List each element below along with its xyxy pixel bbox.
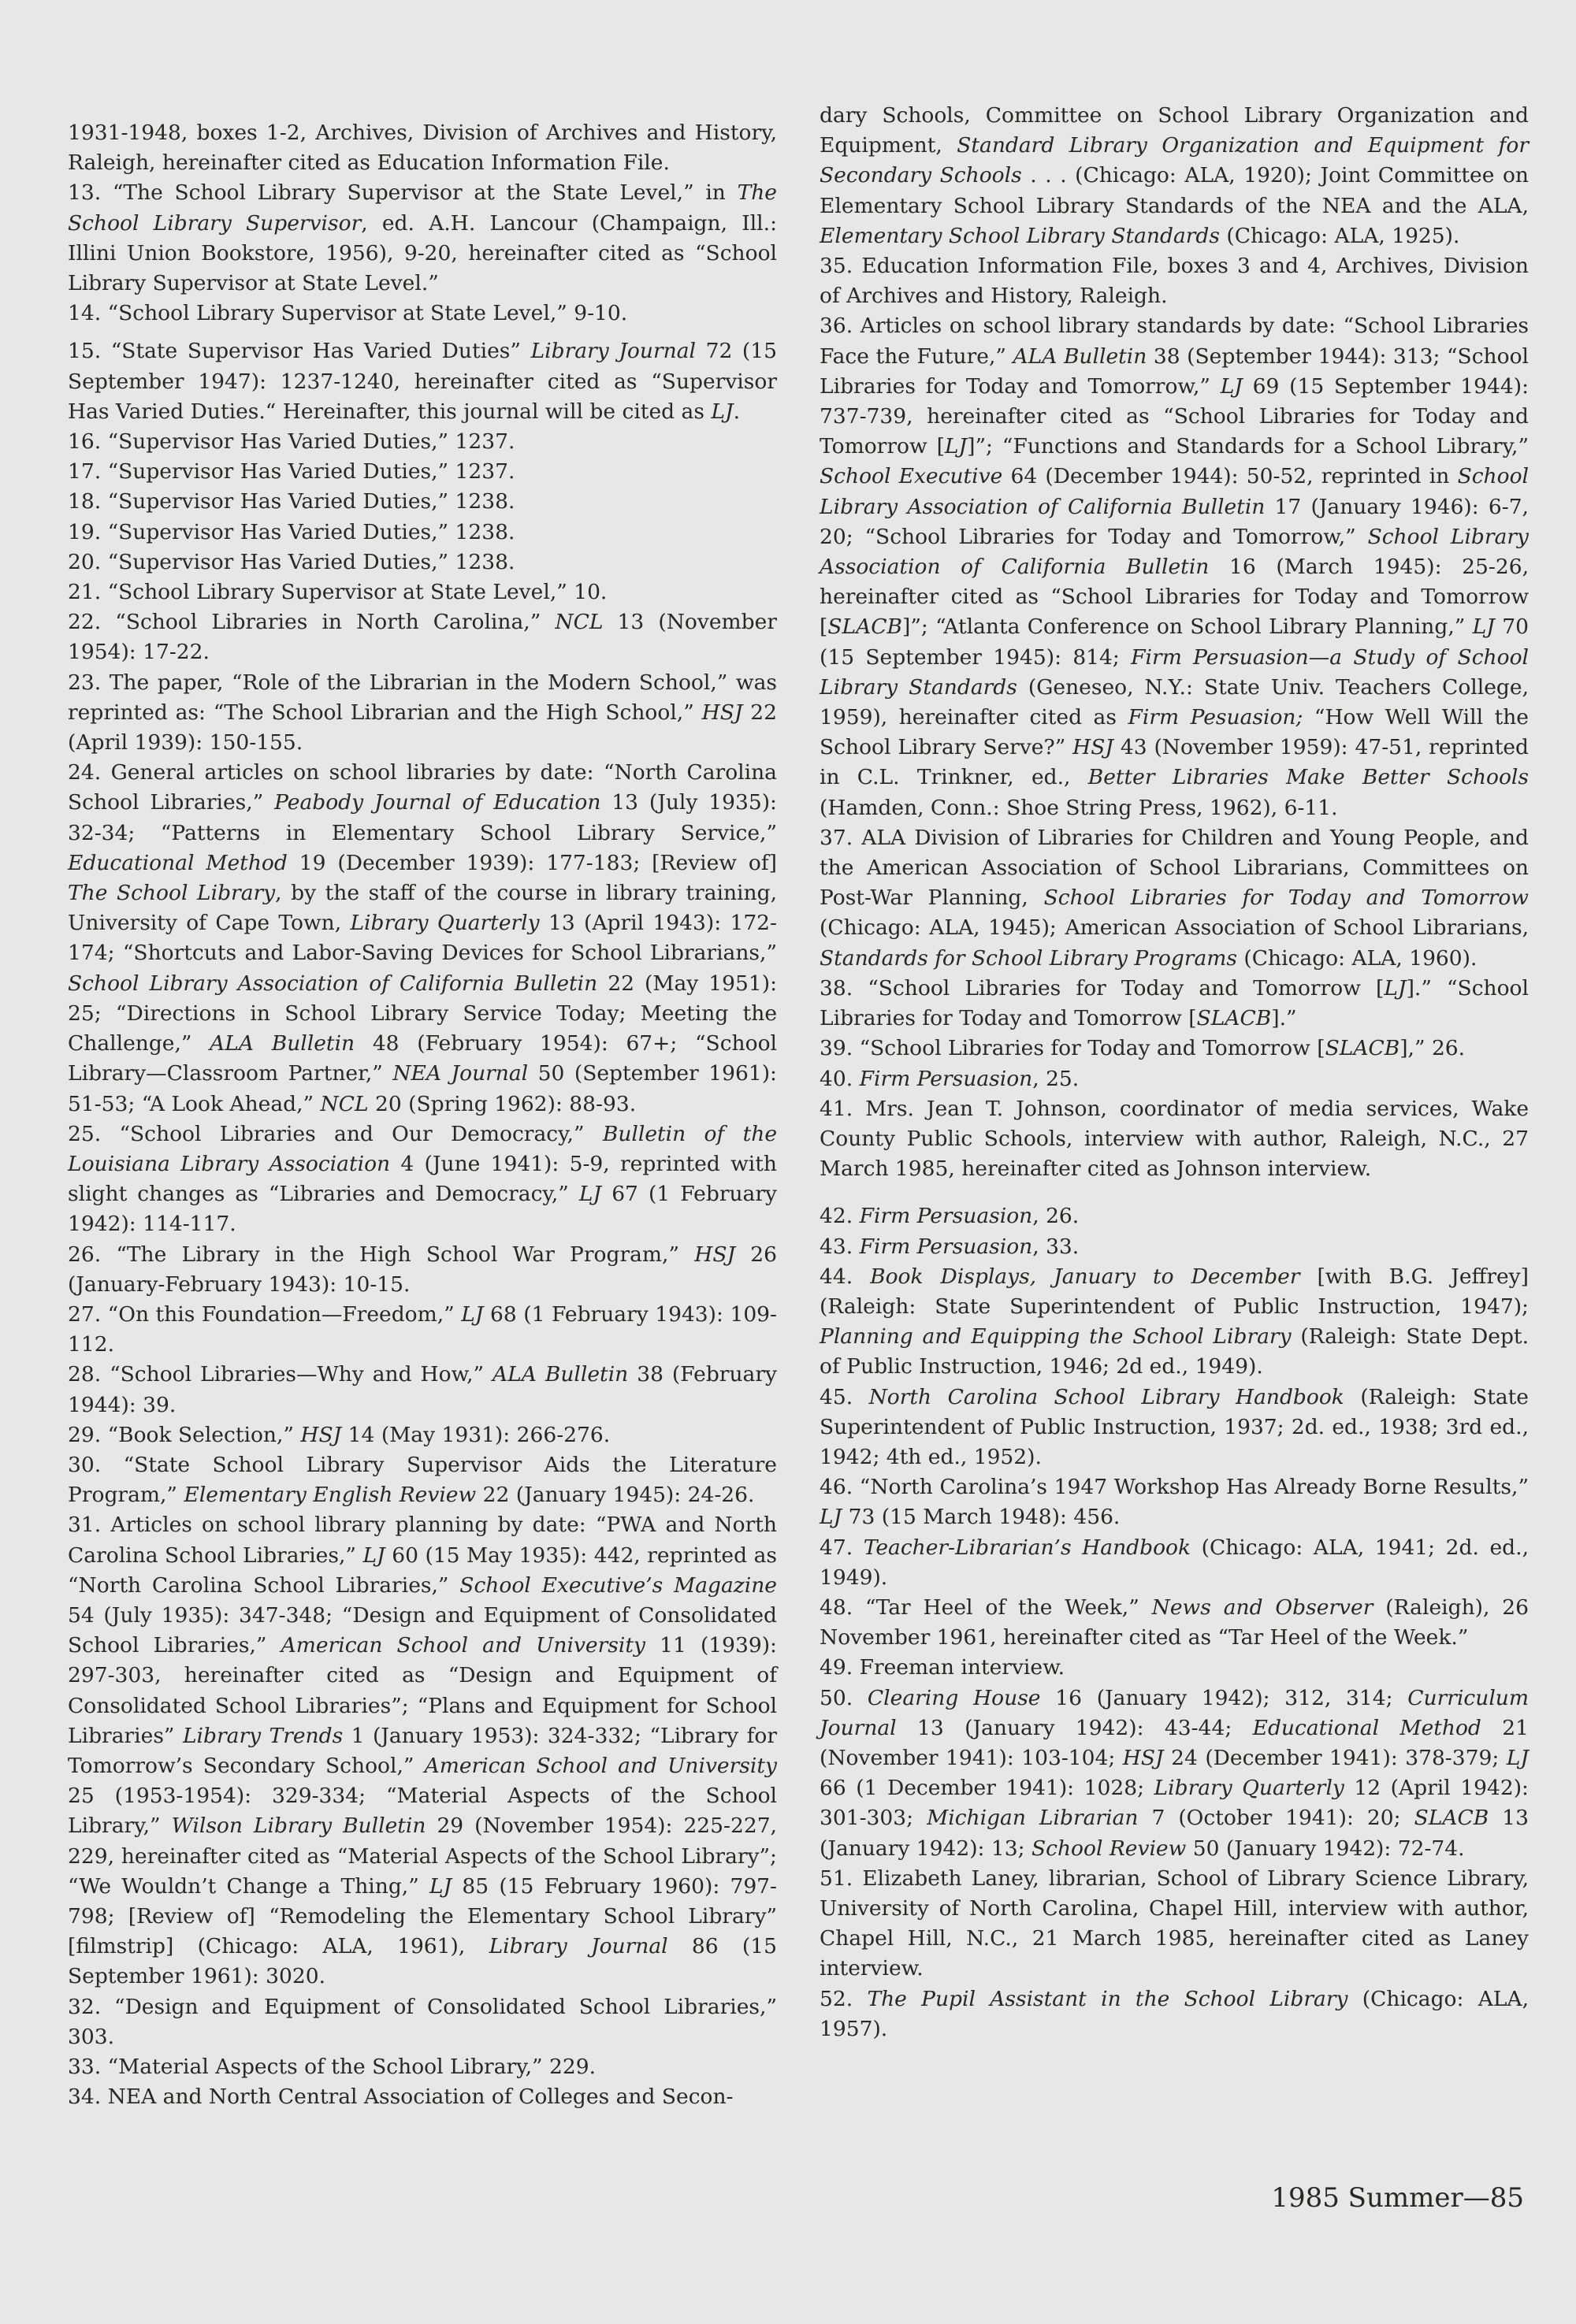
- footnote-text: “How Well Will the School Library Serve?”: [820, 705, 1529, 760]
- citation-title: Educational Method: [68, 850, 288, 875]
- footnote: [820, 251, 1529, 311]
- footnote: [68, 577, 777, 607]
- footnote-text: 34. NEA and North Central Association of Colleges and Secon-: [68, 2085, 734, 2110]
- footnote: [68, 299, 777, 329]
- footnote: [820, 974, 1529, 1034]
- citation-title: ALA Bulletin: [1013, 343, 1147, 369]
- footnote-text: 42.: [820, 1204, 860, 1229]
- footnote: [68, 548, 777, 577]
- footnote-text: ]”; “Atlanta Conference on School Library Planning,”: [901, 614, 1473, 640]
- footnote-text: 73 (15 March 1948): 456.: [842, 1505, 1121, 1530]
- footnote-text: 14. “School Library Supervisor at State Level,” 9-10.: [68, 301, 628, 326]
- footnote: [68, 1420, 777, 1450]
- footnote: [820, 1383, 1529, 1473]
- footnote-text: (Geneseo, N.Y.: State Univ. Teachers College, 1959), hereinafter cited as: [820, 674, 1529, 730]
- citation-title: Firm Persuasion: [859, 1234, 1033, 1259]
- footnote-text: 60 (15 May 1935): 442, reprinted as “North Carolina School Libraries,”: [68, 1543, 777, 1598]
- footnote-text: [with B.G. Jeffrey] (Raleigh: State Superintendent of Public Instruction, 1947);: [820, 1264, 1529, 1319]
- citation-title: Library Trends: [182, 1723, 344, 1748]
- citation-title: SLACB: [827, 614, 902, 640]
- footnote: [68, 1992, 777, 2052]
- footnote-text: .: [733, 399, 741, 424]
- footnote: [820, 1984, 1529, 2044]
- citation-title: LJ: [1472, 614, 1495, 640]
- citation-title: Elementary English Review: [184, 1483, 477, 1508]
- footnote: [820, 1684, 1529, 1864]
- footnote-text: (Chicago: ALA, 1945); American Association of School Librarians,: [820, 915, 1529, 941]
- footnote-text: 33. “Material Aspects of the School Library,” 229.: [68, 2055, 597, 2079]
- footnote-text: 22 (April 1939): 150-155.: [68, 700, 777, 755]
- citation-title: School Executive’s Magazine: [459, 1572, 777, 1598]
- footnote-text: 37. ALA Division of Libraries for Children and Young People, and the American Association of School Librarians, Committees on Post-War Planning,: [820, 825, 1529, 911]
- footnote: [68, 178, 777, 299]
- citation-title: American School and University: [281, 1633, 645, 1658]
- footnote-text: 50.: [820, 1685, 868, 1710]
- footnote: [68, 758, 777, 1119]
- citation-title: LJ: [362, 1543, 385, 1568]
- footnote-text: (Chicago: ALA, 1925).: [1220, 223, 1460, 248]
- citation-title: Educational Method: [1252, 1715, 1481, 1740]
- footnote-text: 20 (Spring 1962): 88-93.: [368, 1091, 637, 1116]
- citation-title: School Libraries for Today and Tomorrow: [1043, 885, 1529, 911]
- citation-title: Michigan Librarian: [927, 1806, 1139, 1831]
- footnote-text: 36. Articles on school library standards by date: “School Libraries Face the Future,”: [820, 314, 1529, 369]
- footnote: [820, 311, 1529, 822]
- citation-title: LJ: [1506, 1745, 1529, 1770]
- footnote-text: 43 (November 1959): 47-51, reprinted in C.L. Trinkner, ed.,: [820, 735, 1529, 790]
- citation-title: Book Displays, January to December: [870, 1264, 1300, 1289]
- footnote-text: 68 (1 February 1943): 109-112.: [68, 1301, 777, 1357]
- citation-title: Firm Persuasion—a Study of School Library Standards: [820, 644, 1530, 700]
- footnote-text: 19 (December 1939): 177-183; [Review of]: [287, 850, 778, 875]
- footnote-text: (Raleigh: State Dept. of Public Instruction, 1946; 2d ed., 1949).: [820, 1324, 1530, 1379]
- citation-title: Firm Persuasion: [859, 1204, 1033, 1229]
- footnote-text: 16. “Supervisor Has Varied Duties,” 1237.: [68, 429, 515, 455]
- footnote-text: 47.: [820, 1535, 864, 1560]
- footnote: [820, 1201, 1529, 1231]
- footnote-text: ].” “School Libraries for Today and Tomorrow [: [820, 975, 1529, 1031]
- citation-title: NCL: [555, 610, 604, 635]
- citation-title: Peabody Journal of Education: [274, 790, 601, 815]
- footnote-text: 46. “North Carolina’s 1947 Workshop Has Already Borne Results,”: [820, 1475, 1529, 1500]
- footnote: [68, 118, 777, 178]
- citation-title: School Library Association of California Bulletin: [820, 524, 1530, 580]
- footnote-text: 13 (July 1935): 32-34; “Patterns in Elementary School Library Service,”: [68, 790, 777, 845]
- footnote-text: 24 (December 1941): 378-379;: [1163, 1745, 1507, 1770]
- citation-title: Firm Pesuasion;: [1128, 705, 1303, 730]
- citation-title: LJ: [820, 1505, 842, 1530]
- footnote-text: 86 (15 September 1961): 3020.: [68, 1934, 777, 1989]
- footnote-text: 64 (December 1944): 50-52, reprinted in: [1002, 464, 1458, 489]
- footnote: [820, 1593, 1529, 1653]
- footnote-text: dary Schools, Committee on School Library Organization and Equipment,: [820, 103, 1529, 158]
- footnote-text: 29 (November 1954): 225-227, 229, hereinafter cited as “Material Aspects of the School Library”; “We Wouldn’t Change a Thing,”: [68, 1814, 777, 1899]
- citation-title: Standard Library Organization and Equipment for Secondary Schools: [820, 133, 1529, 188]
- citation-title: NEA Journal: [392, 1061, 529, 1086]
- citation-title: Library Quarterly: [350, 911, 540, 936]
- citation-title: HSJ: [1072, 735, 1113, 760]
- footnote: [820, 1094, 1529, 1185]
- footnotes-left-column: [68, 118, 777, 2112]
- footnote: [68, 607, 777, 667]
- footnote-text: 51. Elizabeth Laney, librarian, School of Library Science Library, University of North Carolina, Chapel Hill, interview with author, Chapel Hill, N.C., 21 March 1985, hereinafter cited as Laney interview.: [820, 1866, 1529, 1981]
- footnote: [68, 336, 777, 427]
- footnote-text: ]”; “Functions and Standards for a School Library,”: [967, 434, 1530, 459]
- footnote-text: 32. “Design and Equipment of Consolidated School Libraries,” 303.: [68, 1994, 777, 2049]
- footnote-text: 1931-1948, boxes 1-2, Archives, Division of Archives and History, Raleigh, hereinafter cited as Education Information File.: [68, 121, 777, 176]
- footnote-text: . . . (Chicago: ALA, 1920); Joint Committee on Elementary School Library Standards of the NEA and the ALA,: [820, 163, 1529, 218]
- citation-title: The School Library Supervisor: [68, 180, 777, 236]
- footnote-text: 35. Education Information File, boxes 3 and 4, Archives, Division of Archives and History, Raleigh.: [820, 254, 1529, 309]
- citation-title: HSJ: [694, 1242, 736, 1267]
- footnote-text: 13 (January 1942): 43-44;: [896, 1715, 1253, 1740]
- footnote-text: 66 (1 December 1941): 1028;: [820, 1776, 1154, 1801]
- footnote-text: 44.: [820, 1264, 871, 1289]
- footnote-text: 38 (February 1944): 39.: [68, 1362, 777, 1417]
- footnote-text: 7 (October 1941): 20;: [1138, 1806, 1414, 1831]
- footnote-text: 23. The paper, “Role of the Librarian in the Modern School,” was reprinted as: “The School Librarian and the High School,”: [68, 670, 777, 725]
- citation-title: The Pupil Assistant in the School Library: [867, 1986, 1348, 2011]
- footnote-text: 54 (July 1935): 347-348; “Design and Equipment of Consolidated School Libraries,”: [68, 1602, 777, 1658]
- footnote-text: 17 (January 1946): 6-7, 20; “School Libraries for Today and Tomorrow,”: [820, 494, 1529, 549]
- footnote-text: 4 (June 1941): 5-9, reprinted with slight changes as “Libraries and Democracy,”: [68, 1151, 777, 1207]
- footnote-text: 72 (15 September 1947): 1237-1240, hereinafter cited as “Supervisor Has Varied Duties.“ Hereinafter, this journal will be cited as: [68, 339, 777, 424]
- footnote-text: (Raleigh), 26 November 1961, hereinafter cited as “Tar Heel of the Week.”: [820, 1595, 1530, 1650]
- citation-title: American School and University: [424, 1753, 777, 1778]
- footnote-text: 70 (15 September 1945): 814;: [820, 614, 1529, 670]
- footnote-text: 48 (February 1954): 67+; “School Library—Classroom Partner,”: [68, 1031, 777, 1086]
- footnote: [68, 427, 777, 457]
- footnote: [68, 1300, 777, 1360]
- footnote-text: 16 (March 1945): 25-26, hereinafter cited as “School Libraries for Today and Tomorrow [: [820, 555, 1529, 640]
- footnote-text: (Chicago: ALA, 1960).: [1237, 945, 1478, 971]
- footnote: [820, 101, 1529, 251]
- citation-title: HSJ: [1122, 1745, 1164, 1770]
- footnote-text: 31. Articles on school library planning by date: “PWA and North Carolina School Libraries,”: [68, 1513, 777, 1568]
- citation-title: LJ: [1384, 975, 1407, 1001]
- citation-title: SLACB: [1414, 1806, 1489, 1831]
- footnote: [68, 1510, 777, 1992]
- footnote-text: , 26.: [1032, 1204, 1080, 1229]
- footnote-text: , ed. A.H. Lancour (Champaign, Ill.: Illini Union Bookstore, 1956), 9-20, hereinafter cited as “School Library Supervisor at State Level.”: [68, 210, 777, 296]
- footnote-text: 26 (January-February 1943): 10-15.: [68, 1242, 777, 1297]
- citation-title: LJ: [461, 1301, 484, 1327]
- citation-title: School Executive: [820, 464, 1003, 489]
- footnote-text: 13 (April 1943): 172-174; “Shortcuts and Labor-Saving Devices for School Librarians,”: [68, 911, 777, 966]
- footnote: [68, 1240, 777, 1300]
- footnote-text: 30. “State School Library Supervisor Aids the Literature Program,”: [68, 1452, 777, 1508]
- citation-title: LJ: [429, 1873, 452, 1899]
- footnote-text: 85 (15 February 1960): 797-798; [Review of] “Remodeling the Elementary School Library” [filmstrip] (Chicago: ALA, 1961),: [68, 1873, 777, 1959]
- footnote-text: 22 (May 1951): 25; “Directions in School Library Service Today; Meeting the Challenge,”: [68, 971, 777, 1056]
- citation-title: LJ: [711, 399, 734, 424]
- footnote-text: 11 (1939): 297-303, hereinafter cited as “Design and Equipment of Consolidated School Libraries”; “Plans and Equipment for School Libraries”: [68, 1633, 777, 1748]
- footnote-text: 45.: [820, 1384, 869, 1409]
- footnote: [820, 823, 1529, 974]
- footnote-text: 38. “School Libraries for Today and Tomorrow [: [820, 975, 1385, 1001]
- footnote-text: 29. “Book Selection,”: [68, 1422, 301, 1447]
- citation-title: Library Journal: [489, 1934, 668, 1959]
- footnote-text: 39. “School Libraries for Today and Tomorrow [: [820, 1036, 1325, 1061]
- footnote-text: (Chicago: ALA, 1941; 2d. ed., 1949).: [820, 1535, 1529, 1590]
- footnote: [68, 2052, 777, 2082]
- footnote-text: 52.: [820, 1986, 868, 2011]
- footnote-text: 21. “School Library Supervisor at State Level,” 10.: [68, 580, 608, 605]
- citation-title: Library Quarterly: [1154, 1776, 1344, 1801]
- footnote: [820, 1262, 1529, 1383]
- footnote-text: 17. “Supervisor Has Varied Duties,” 1237.: [68, 459, 515, 484]
- footnotes-right-column: [820, 101, 1529, 2044]
- footnote: [68, 2082, 777, 2112]
- citation-title: Elementary School Library Standards: [820, 223, 1220, 248]
- citation-title: SLACB: [1196, 1006, 1272, 1031]
- footnote-text: 1 (January 1953): 324-332; “Library for Tomorrow’s Secondary School,”: [68, 1723, 777, 1778]
- page-footer: 1985 Summer—85: [1271, 2182, 1524, 2214]
- footnote-text: 48. “Tar Heel of the Week,”: [820, 1595, 1152, 1620]
- footnote-text: 49. Freeman interview.: [820, 1655, 1065, 1680]
- citation-title: NCL: [320, 1091, 369, 1116]
- citation-title: Curriculum Journal: [820, 1685, 1529, 1740]
- footnote-text: 15. “State Supervisor Has Varied Duties”: [68, 339, 531, 364]
- footnote-text: 12 (April 1942): 301-303;: [820, 1776, 1529, 1831]
- footnote-text: 16 (January 1942); 312, 314;: [1040, 1685, 1408, 1710]
- footnote-text: 22 (January 1945): 24-26.: [476, 1483, 755, 1508]
- footnote: [68, 668, 777, 759]
- footnote: [820, 1653, 1529, 1683]
- footnote: [68, 1450, 777, 1510]
- footnote-text: 67 (1 February 1942): 114-117.: [68, 1182, 777, 1237]
- footnote-text: 50 (January 1942): 72-74.: [1186, 1836, 1465, 1861]
- citation-title: LJ: [578, 1182, 602, 1207]
- footnote: [68, 457, 777, 487]
- footnote: [820, 1064, 1529, 1094]
- footnote-text: 13 (November 1954): 17-22.: [68, 610, 777, 665]
- footnote-text: 38 (September 1944): 313; “School Libraries for Today and Tomorrow,”: [820, 343, 1530, 399]
- footnote-text: 19. “Supervisor Has Varied Duties,” 1238.: [68, 519, 515, 544]
- citation-title: HSJ: [701, 700, 743, 725]
- footnote: [820, 1232, 1529, 1262]
- citation-title: HSJ: [300, 1422, 342, 1447]
- footnote-text: , by the staff of the course in library training, University of Cape Town,: [68, 881, 777, 936]
- footnote-text: , 33.: [1032, 1234, 1080, 1259]
- citation-title: ALA Bulletin: [210, 1031, 355, 1056]
- citation-title: News and Observer: [1151, 1595, 1373, 1620]
- footnote-text: 27. “On this Foundation—Freedom,”: [68, 1301, 462, 1327]
- citation-title: Wilson Library Bulletin: [171, 1814, 426, 1839]
- footnote-text: 22. “School Libraries in North Carolina,”: [68, 610, 556, 635]
- footnote-text: 13 (January 1942): 13;: [820, 1806, 1529, 1861]
- citation-title: Firm Persuasion: [859, 1066, 1033, 1091]
- footnote-text: 43.: [820, 1234, 860, 1259]
- footnote: [820, 1864, 1529, 1984]
- footnote-text: 50 (September 1961): 51-53; “A Look Ahead,”: [68, 1061, 777, 1116]
- citation-title: LJ: [944, 434, 968, 459]
- footnote-text: 25 (1953-1954): 329-334; “Material Aspects of the School Library,”: [68, 1784, 777, 1839]
- footnote: [68, 1360, 777, 1420]
- citation-title: School Review: [1031, 1836, 1187, 1861]
- footnote-text: ],” 26.: [1399, 1036, 1466, 1061]
- citation-title: The School Library: [68, 881, 276, 906]
- footnote: [820, 1533, 1529, 1593]
- footnote-text: (Raleigh: State Superintendent of Public Instruction, 1937; 2d. ed., 1938; 3rd ed., 1942; 4th ed., 1952).: [820, 1384, 1529, 1469]
- citation-title: Library Journal: [530, 339, 696, 364]
- footnote-text: 20. “Supervisor Has Varied Duties,” 1238.: [68, 549, 515, 574]
- footnote-text: 25. “School Libraries and Our Democracy,”: [68, 1121, 603, 1146]
- citation-title: Planning and Equipping the School Library: [820, 1324, 1292, 1349]
- footnote-text: 24. General articles on school libraries by date: “North Carolina School Libraries,”: [68, 760, 777, 815]
- citation-title: ALA Bulletin: [492, 1362, 629, 1387]
- footnote-text: (Chicago: ALA, 1957).: [820, 1986, 1529, 2041]
- footnote: [68, 1119, 777, 1240]
- citation-title: Standards for School Library Programs: [820, 945, 1237, 971]
- citation-title: School Library Association of California Bulletin: [68, 971, 598, 996]
- footnote-text: 40.: [820, 1066, 860, 1091]
- footnote-text: , 25.: [1032, 1066, 1080, 1091]
- citation-title: LJ: [1220, 373, 1243, 399]
- footnote-text: 41. Mrs. Jean T. Johnson, coordinator of media services, Wake County Public Schools, interview with author, Raleigh, N.C., 27 March 1985, hereinafter cited as Johnson interview.: [820, 1096, 1529, 1182]
- footnote-text: 26. “The Library in the High School War Program,”: [68, 1242, 695, 1267]
- footnote-text: (Hamden, Conn.: Shoe String Press, 1962), 6-11.: [820, 795, 1338, 820]
- footnote-text: 18. “Supervisor Has Varied Duties,” 1238.: [68, 489, 515, 514]
- footnote: [820, 1472, 1529, 1532]
- footnote-text: 28. “School Libraries—Why and How,”: [68, 1362, 493, 1387]
- footnote-text: 21 (November 1941): 103-104;: [820, 1715, 1529, 1770]
- footnote-text: 69 (15 September 1944): 737-739, hereinafter cited as “School Libraries for Today and Tomorrow [: [820, 373, 1529, 459]
- citation-title: SLACB: [1325, 1036, 1400, 1061]
- footnote-text: 13. “The School Library Supervisor at the State Level,” in: [68, 180, 738, 206]
- citation-title: School Library Association of California Bulletin: [820, 464, 1530, 519]
- footnote: [68, 518, 777, 548]
- footnote: [68, 487, 777, 517]
- citation-title: North Carolina School Library Handbook: [868, 1384, 1344, 1409]
- citation-title: Teacher-Librarian’s Handbook: [863, 1535, 1191, 1560]
- footnote-text: ].”: [1271, 1006, 1297, 1031]
- citation-title: Bulletin of the Louisiana Library Association: [68, 1121, 778, 1176]
- footnote: [820, 1034, 1529, 1064]
- citation-title: Better Libraries Make Better Schools: [1087, 765, 1529, 790]
- citation-title: Clearing House: [867, 1685, 1041, 1710]
- footnote-text: 14 (May 1931): 266-276.: [341, 1422, 611, 1447]
